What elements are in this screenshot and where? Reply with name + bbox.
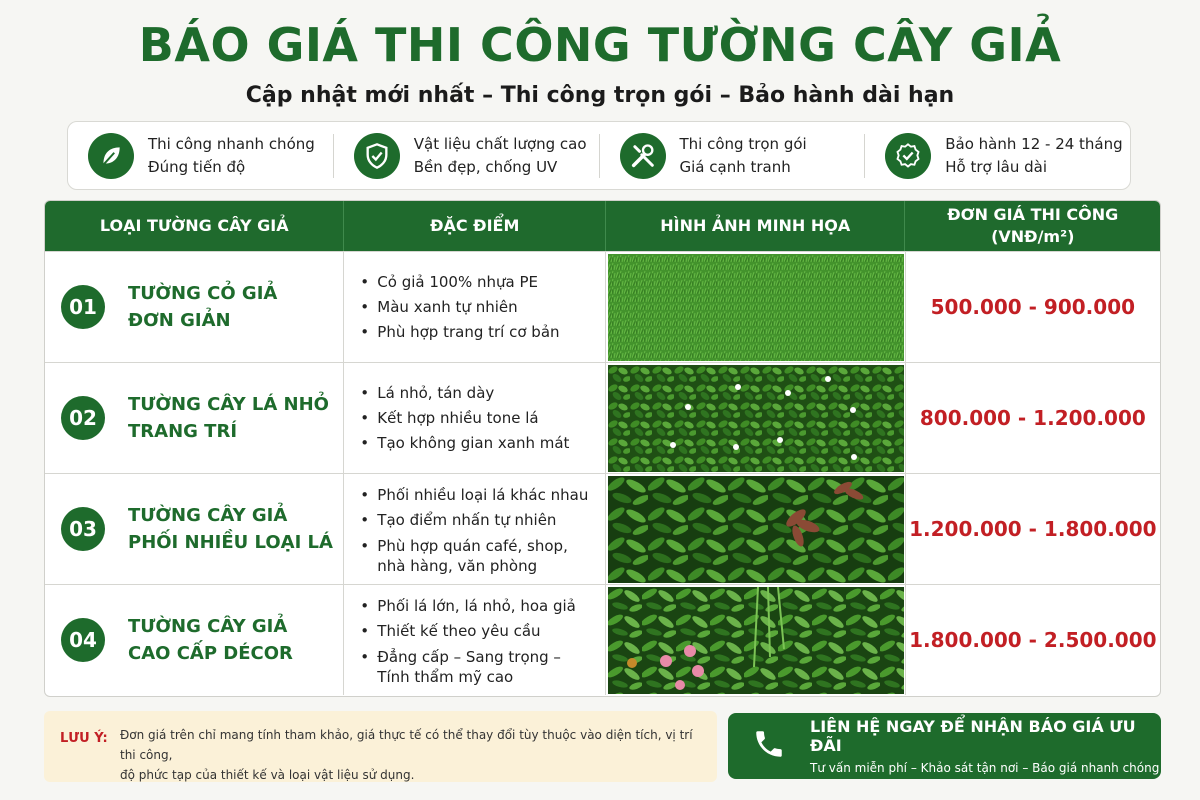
type-cell	[45, 474, 344, 584]
feature-line1: Bảo hành 12 - 24 tháng	[945, 134, 1123, 153]
feature-material	[334, 134, 600, 178]
shield-check-icon	[354, 133, 400, 179]
feature-line2: Đúng tiến độ	[148, 157, 246, 176]
feature-item: • Tạo không gian xanh mát	[360, 431, 569, 456]
feature-warranty	[865, 134, 1130, 178]
feature-item: • Cỏ giả 100% nhựa PE	[360, 270, 559, 295]
price-cell: 1.800.000 - 2.500.000	[909, 628, 1157, 652]
row-number-badge: 03	[61, 507, 105, 551]
feature-line2: Giá cạnh tranh	[679, 157, 791, 176]
type-cell	[45, 252, 344, 362]
feature-item: • Phối nhiều loại lá khác nhau	[360, 483, 588, 508]
header-image: HÌNH ẢNH MINH HỌA	[606, 201, 905, 251]
feature-item: • Phối lá lớn, lá nhỏ, hoa giả	[360, 594, 576, 619]
features-cell	[344, 474, 605, 584]
price-cell: 500.000 - 900.000	[930, 295, 1136, 319]
mixed-leaf-wall-image	[608, 476, 904, 583]
type-name	[128, 502, 333, 556]
features-cell	[344, 252, 605, 362]
type-name-line2: ĐƠN GIẢN	[128, 310, 231, 331]
feature-item-line: • Phù hợp quán café, shop,	[377, 536, 568, 555]
header-price	[905, 201, 1160, 251]
table-row	[45, 473, 1160, 584]
contact-cta-button[interactable]	[728, 713, 1161, 779]
type-name-line1: TƯỜNG CÂY GIẢ	[128, 616, 288, 637]
feature-line1: Thi công nhanh chóng	[148, 134, 315, 153]
type-cell	[45, 363, 344, 473]
feature-item-line: Tính thẩm mỹ cao	[377, 667, 514, 686]
type-name-line1: TƯỜNG CÂY LÁ NHỎ	[128, 394, 329, 415]
header-price-line2: (VNĐ/m²)	[991, 227, 1075, 246]
premium-decor-wall-image	[608, 587, 904, 694]
feature-item	[360, 647, 576, 687]
page-title: BÁO GIÁ THI CÔNG TƯỜNG CÂY GIẢ	[138, 18, 1062, 72]
type-name	[128, 391, 329, 445]
feature-item: • Kết hợp nhiều tone lá	[360, 406, 569, 431]
table-row	[45, 362, 1160, 473]
feature-line2: Hỗ trợ lâu dài	[945, 157, 1047, 176]
image-cell	[606, 585, 906, 695]
header-features: ĐẶC ĐIỂM	[344, 201, 606, 251]
price-cell: 1.200.000 - 1.800.000	[909, 517, 1157, 541]
type-name-line2: TRANG TRÍ	[128, 421, 238, 442]
image-cell	[606, 474, 906, 584]
note-label: LƯU Ý:	[60, 731, 108, 746]
image-cell	[606, 252, 906, 362]
feature-item: • Tạo điểm nhấn tự nhiên	[360, 508, 588, 533]
table-row	[45, 584, 1160, 695]
table-header	[45, 201, 1160, 251]
note-line2: độ phức tạp của thiết kế và loại vật liệu sử dụng.	[120, 768, 415, 782]
phone-icon	[752, 727, 786, 765]
row-number-badge: 01	[61, 285, 105, 329]
type-name-line2: PHỐI NHIỀU LOẠI LÁ	[128, 532, 333, 553]
row-number-badge: 02	[61, 396, 105, 440]
tools-icon	[620, 133, 666, 179]
feature-package	[600, 134, 866, 178]
feature-fast	[68, 134, 334, 178]
feature-item: • Màu xanh tự nhiên	[360, 295, 559, 320]
note-box	[44, 711, 717, 782]
feature-item: • Thiết kế theo yêu cầu	[360, 619, 576, 644]
leaf-icon	[88, 133, 134, 179]
features-cell	[344, 585, 605, 695]
feature-item-line: nhà hàng, văn phòng	[377, 556, 538, 575]
cta-subtitle: Tư vấn miễn phí – Khảo sát tận nơi – Báo giá nhanh chóng	[810, 761, 1160, 775]
page-subtitle: Cập nhật mới nhất – Thi công trọn gói – Bảo hành dài hạn	[245, 83, 955, 108]
type-name	[128, 613, 293, 667]
type-name-line1: TƯỜNG CÂY GIẢ	[128, 505, 288, 526]
header-type: LOẠI TƯỜNG CÂY GIẢ	[45, 201, 344, 251]
type-cell	[45, 585, 344, 695]
type-name	[128, 280, 277, 334]
feature-item	[360, 536, 588, 576]
row-number-badge: 04	[61, 618, 105, 662]
feature-line1: Vật liệu chất lượng cao	[413, 134, 587, 153]
small-leaf-wall-image	[608, 365, 904, 472]
type-name-line1: TƯỜNG CỎ GIẢ	[128, 283, 278, 304]
feature-item-line: • Đẳng cấp – Sang trọng –	[377, 647, 561, 666]
badge-check-icon	[885, 133, 931, 179]
feature-item: • Phù hợp trang trí cơ bản	[360, 320, 559, 345]
header-price-line1: ĐƠN GIÁ THI CÔNG	[947, 205, 1119, 224]
price-table	[44, 200, 1161, 697]
features-bar	[67, 121, 1131, 190]
note-line1: Đơn giá trên chỉ mang tính tham khảo, giá thực tế có thể thay đổi tùy thuộc vào diện tích, vị trí thi công,	[120, 728, 693, 762]
image-cell	[606, 363, 906, 473]
feature-line1: Thi công trọn gói	[679, 134, 807, 153]
type-name-line2: CAO CẤP DÉCOR	[128, 643, 293, 664]
features-cell	[344, 363, 605, 473]
price-cell: 800.000 - 1.200.000	[919, 406, 1146, 430]
cta-title: LIÊN HỆ NGAY ĐỂ NHẬN BÁO GIÁ ƯU ĐÃI	[810, 717, 1136, 755]
feature-line2: Bền đẹp, chống UV	[413, 157, 558, 176]
feature-item: • Lá nhỏ, tán dày	[360, 381, 569, 406]
table-row	[45, 251, 1160, 362]
grass-wall-image	[608, 254, 904, 361]
